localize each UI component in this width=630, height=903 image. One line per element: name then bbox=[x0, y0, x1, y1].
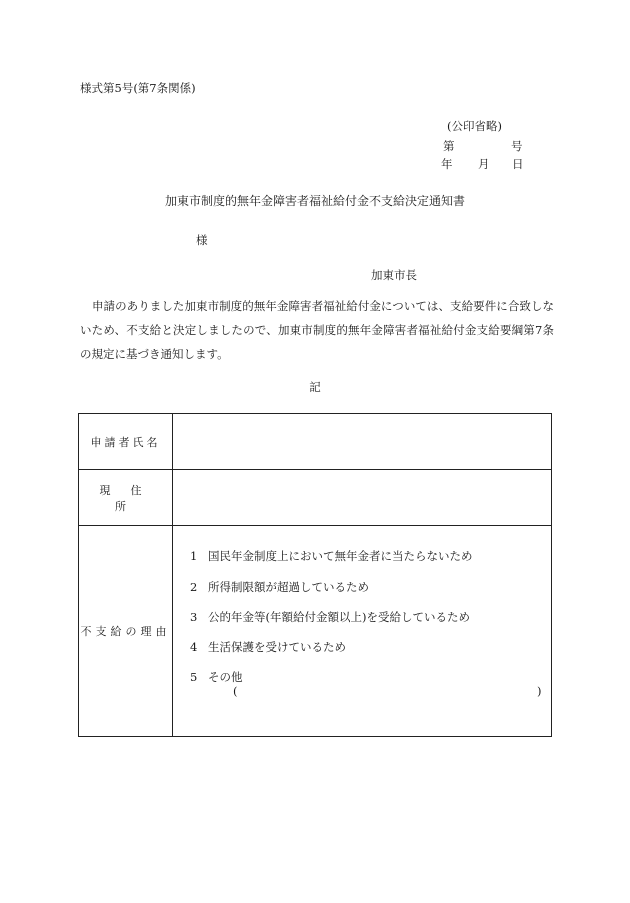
other-reason-close-paren: ) bbox=[537, 684, 542, 698]
address-label: 現住所 bbox=[79, 470, 173, 526]
reason-text: 生活保護を受けているため bbox=[208, 640, 346, 654]
reason-item[interactable] bbox=[190, 548, 473, 564]
reason-label: 不支給の理由 bbox=[79, 526, 173, 737]
issuer: 加東市長 bbox=[371, 268, 417, 282]
other-reason-open-paren: ( bbox=[233, 684, 238, 698]
reason-text: 公的年金等(年額給付金額以上)を受給しているため bbox=[208, 610, 470, 624]
reason-text: 所得制限額が超過しているため bbox=[208, 580, 369, 594]
date-year: 年 bbox=[441, 157, 453, 171]
seal-note: (公印省略) bbox=[447, 119, 502, 133]
date-month: 月 bbox=[478, 157, 490, 171]
reason-item[interactable] bbox=[190, 669, 243, 685]
form-table bbox=[78, 413, 552, 737]
reason-cell bbox=[173, 526, 552, 737]
applicant-row bbox=[79, 414, 552, 470]
document-number-suffix: 号 bbox=[511, 139, 523, 153]
recipient-suffix: 様 bbox=[196, 233, 208, 247]
address-row bbox=[79, 470, 552, 526]
document-number-prefix: 第 bbox=[443, 139, 455, 153]
reason-item[interactable] bbox=[190, 609, 470, 625]
date-day: 日 bbox=[512, 157, 524, 171]
reason-text: その他 bbox=[208, 670, 243, 684]
reason-item[interactable] bbox=[190, 579, 369, 595]
body-text: 申請のありました加東市制度的無年金障害者福祉給付金については、支給要件に合致しないため、不支給と決定しましたので、加東市制度的無年金障害者福祉給付金支給要綱第7条の規定に基づき通知します。 bbox=[80, 299, 554, 361]
reason-number: 3 bbox=[190, 610, 198, 624]
applicant-name-field[interactable] bbox=[173, 414, 552, 470]
reason-row bbox=[79, 526, 552, 737]
reason-number: 4 bbox=[190, 640, 198, 654]
reason-number: 5 bbox=[190, 670, 198, 684]
form-id: 様式第5号(第7条関係) bbox=[80, 81, 196, 95]
reason-item[interactable] bbox=[190, 639, 346, 655]
reason-number: 2 bbox=[190, 580, 198, 594]
address-field[interactable] bbox=[173, 470, 552, 526]
reason-number: 1 bbox=[190, 549, 198, 563]
applicant-label: 申請者氏名 bbox=[79, 414, 173, 470]
ki-heading: 記 bbox=[309, 380, 321, 394]
reason-text: 国民年金制度上において無年金者に当たらないため bbox=[208, 549, 473, 563]
document-title: 加東市制度的無年金障害者福祉給付金不支給決定通知書 bbox=[164, 194, 465, 208]
